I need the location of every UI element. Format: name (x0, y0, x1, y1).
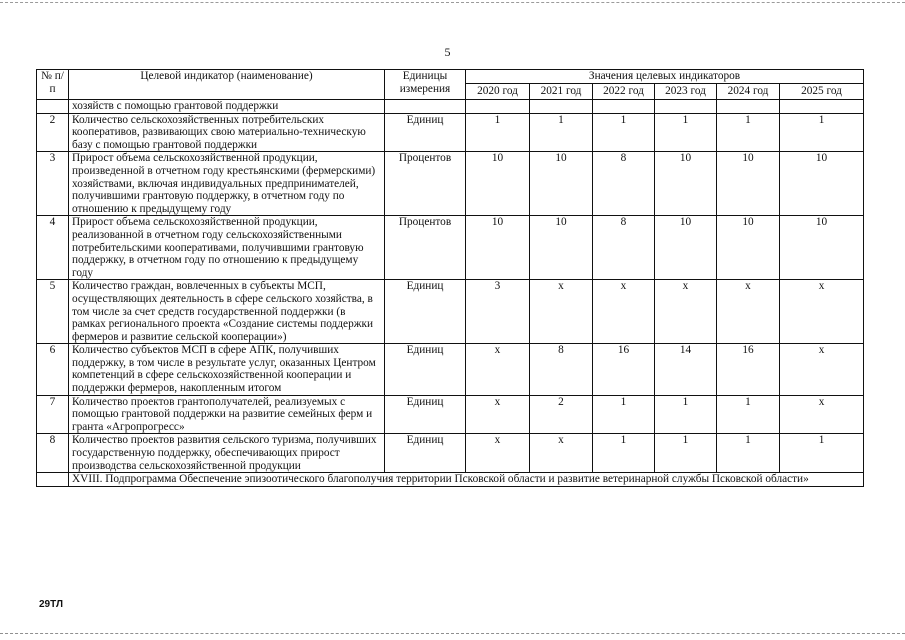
cell-value: 10 (466, 216, 530, 280)
cell-value (593, 99, 655, 113)
table-row-continuation (37, 99, 864, 113)
header-year: 2023 год (655, 83, 717, 99)
cell-value: 1 (717, 434, 780, 473)
cell-unit: Процентов (385, 152, 466, 216)
cell-value: 8 (593, 152, 655, 216)
cell-value: x (593, 280, 655, 344)
table-row (37, 152, 864, 216)
cell-value: x (466, 395, 530, 434)
cell-value: 8 (530, 344, 593, 395)
cell-value: 1 (530, 113, 593, 152)
cell-value: 1 (780, 113, 864, 152)
cell-value: 1 (466, 113, 530, 152)
cell-value (655, 99, 717, 113)
cell-value: 1 (593, 434, 655, 473)
cell-value: 16 (593, 344, 655, 395)
scan-edge-bottom (0, 633, 905, 634)
cell-value: x (717, 280, 780, 344)
cell-unit: Единиц (385, 280, 466, 344)
cell-value: 8 (593, 216, 655, 280)
cell-num: 4 (37, 216, 69, 280)
cell-value: 1 (717, 113, 780, 152)
cell-value: 10 (717, 216, 780, 280)
cell-unit (385, 99, 466, 113)
header-year: 2021 год (530, 83, 593, 99)
cell-unit: Единиц (385, 113, 466, 152)
cell-name: Количество проектов грантополучателей, реализуемых с помощью грантовой поддержки на развитие семейных ферм и гранта «Агропрогресс» (69, 395, 385, 434)
header-unit: Единицы измерения (385, 70, 466, 100)
cell-value: 1 (593, 113, 655, 152)
cell-num: 8 (37, 434, 69, 473)
cell-name: Прирост объема сельскохозяйственной продукции, произведенной в отчетном году крестьянскими (фермерскими) хозяйствами, включая индивидуальных предпринимателей, получившими грантовую поддержку, в отчетном году по отношению к предыдущему году (69, 152, 385, 216)
cell-value: x (530, 280, 593, 344)
cell-name: Прирост объема сельскохозяйственной продукции, реализованной в отчетном году сельскохозяйственными потребительскими кооперативами, получившими грантовую поддержку, в отчетном году по отношению к предыдущему году (69, 216, 385, 280)
footer-code: 29ТЛ (39, 599, 63, 610)
cell-value (530, 99, 593, 113)
page-number: 5 (444, 45, 451, 59)
cell-value: 1 (780, 434, 864, 473)
section-row (37, 473, 864, 487)
cell-unit: Единиц (385, 395, 466, 434)
cell-value: 1 (655, 434, 717, 473)
cell-unit: Единиц (385, 344, 466, 395)
cell-num: 3 (37, 152, 69, 216)
header-name: Целевой индикатор (наименование) (69, 70, 385, 100)
indicators-table (36, 69, 864, 487)
cell-value: 1 (655, 395, 717, 434)
cell-num: 6 (37, 344, 69, 395)
header-year: 2020 год (466, 83, 530, 99)
cell-num (37, 99, 69, 113)
cell-value: 14 (655, 344, 717, 395)
cell-value (466, 99, 530, 113)
cell-value: 16 (717, 344, 780, 395)
cell-value (717, 99, 780, 113)
cell-value: x (466, 344, 530, 395)
cell-unit: Процентов (385, 216, 466, 280)
cell-value: 10 (466, 152, 530, 216)
cell-name: Количество проектов развития сельского туризма, получивших государственную поддержку, обеспечивающих прирост производства сельскохозяйственной продукции (69, 434, 385, 473)
cell-num: 7 (37, 395, 69, 434)
cell-name: хозяйств с помощью грантовой поддержки (69, 99, 385, 113)
cell-name: Количество граждан, вовлеченных в субъекты МСП, осуществляющих деятельность в сфере сельского хозяйства, в том числе за счет средств государственной поддержки (в рамках регионального проекта «Создание системы поддержки фермеров и развитие сельской кооперации») (69, 280, 385, 344)
cell-value: 1 (593, 395, 655, 434)
cell-value: 3 (466, 280, 530, 344)
header-year: 2022 год (593, 83, 655, 99)
cell-value: 10 (780, 152, 864, 216)
cell-num: 5 (37, 280, 69, 344)
cell-value: x (780, 395, 864, 434)
cell-value: x (780, 280, 864, 344)
table-row (37, 434, 864, 473)
table-row (37, 395, 864, 434)
table-row (37, 344, 864, 395)
cell-num (37, 473, 69, 487)
header-num: № п/п (37, 70, 69, 100)
cell-name: Количество субъектов МСП в сфере АПК, получивших поддержку, в том числе в результате услуг, оказанных Центром компетенций в сфере сельскохозяйственной кооперации и поддержки фермеров, накопленным итогом (69, 344, 385, 395)
header-year: 2025 год (780, 83, 864, 99)
table-row (37, 280, 864, 344)
scan-edge-top (0, 2, 905, 3)
section-title: XVIII. Подпрограмма Обеспечение эпизоотического благополучия территории Псковской области и развитие ветеринарной службы Псковской области» (69, 473, 864, 487)
cell-value: 10 (655, 152, 717, 216)
cell-value: 1 (655, 113, 717, 152)
cell-value: 10 (655, 216, 717, 280)
table-header-row (37, 70, 864, 84)
cell-value: 10 (717, 152, 780, 216)
cell-num: 2 (37, 113, 69, 152)
cell-value: 10 (530, 216, 593, 280)
table-row (37, 113, 864, 152)
cell-value (780, 99, 864, 113)
cell-value: 10 (780, 216, 864, 280)
cell-value: x (655, 280, 717, 344)
cell-value: x (530, 434, 593, 473)
cell-name: Количество сельскохозяйственных потребительских кооперативов, развивающих свою материально-техническую базу с помощью грантовой поддержки (69, 113, 385, 152)
cell-value: x (780, 344, 864, 395)
cell-value: 1 (717, 395, 780, 434)
table-row (37, 216, 864, 280)
header-year: 2024 год (717, 83, 780, 99)
cell-value: 10 (530, 152, 593, 216)
header-values-group: Значения целевых индикаторов (466, 70, 864, 84)
cell-value: 2 (530, 395, 593, 434)
cell-unit: Единиц (385, 434, 466, 473)
cell-value: x (466, 434, 530, 473)
